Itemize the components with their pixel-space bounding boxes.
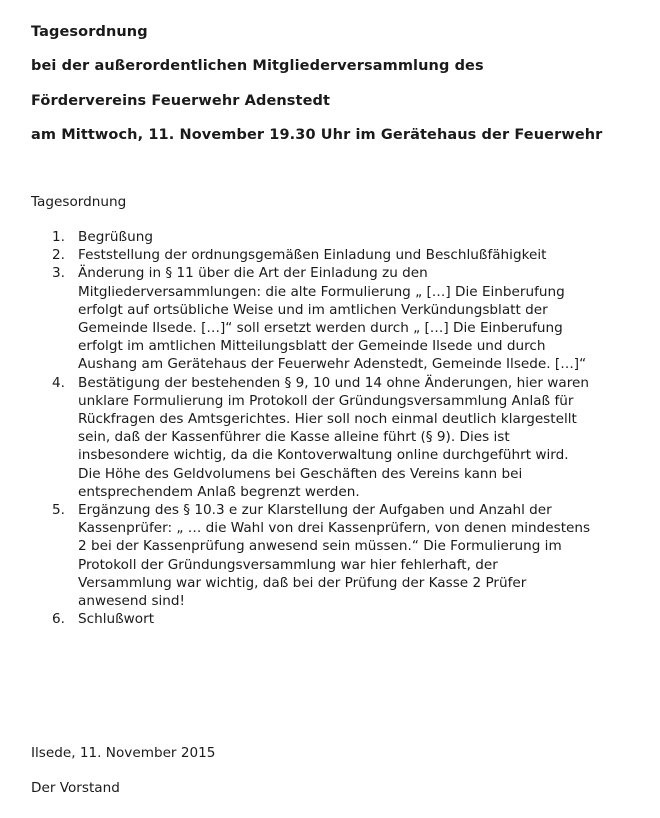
agenda-item-text-line: erfolgt im amtlichen Mitteilungsblatt der Gemeinde Ilsede und durch xyxy=(78,338,546,355)
signature: Der Vorstand xyxy=(31,780,120,796)
agenda-item-text-line: sein, daß der Kassenführer die Kasse alleine führt (§ 9). Dies ist xyxy=(78,429,510,446)
agenda-item-number: 5. xyxy=(52,502,65,519)
agenda-item-number: 6. xyxy=(52,611,65,628)
agenda-item xyxy=(48,501,648,610)
agenda-item xyxy=(48,264,648,373)
agenda-item-text-line: Aushang am Gerätehaus der Feuerwehr Adenstedt, Gemeinde Ilsede. […]“ xyxy=(78,356,587,373)
agenda-item-number: 4. xyxy=(52,374,65,391)
agenda-item-text-line: Schlußwort xyxy=(78,611,155,628)
agenda-item-number: 3. xyxy=(52,265,65,282)
agenda-item xyxy=(48,228,648,246)
doc-subtitle-meeting: bei der außerordentlichen Mitgliederversammlung des xyxy=(31,58,484,74)
agenda-item-number: 1. xyxy=(52,229,65,245)
agenda-item-text-line: Die Höhe des Geldvolumens bei Geschäften des Vereins kann bei xyxy=(78,465,523,482)
agenda-item-text-line: Versammlung war wichtig, daß bei der Prüfung der Kasse 2 Prüfer xyxy=(78,574,527,591)
place-date: Ilsede, 11. November 2015 xyxy=(31,745,216,761)
agenda-item xyxy=(48,610,648,628)
agenda-item xyxy=(48,374,648,501)
agenda-item-text-line: Änderung in § 11 über die Art der Einladung zu den xyxy=(78,265,428,282)
agenda-item-text-line: Ergänzung des § 10.3 e zur Klarstellung der Aufgaben und Anzahl der xyxy=(78,502,552,519)
agenda-item-text-line: anwesend sind! xyxy=(78,593,185,610)
agenda-item-text-line: insbesondere wichtig, da die Kontoverwaltung online durchgeführt wird. xyxy=(78,447,569,464)
agenda-item-text-line: Rückfragen des Amtsgerichtes. Hier soll noch einmal deutlich klargestellt xyxy=(78,411,577,428)
agenda-item-number: 2. xyxy=(52,247,65,264)
agenda-item-text-line: Feststellung der ordnungsgemäßen Einladung und Beschlußfähigkeit xyxy=(78,247,547,264)
agenda-item xyxy=(48,246,648,264)
doc-title: Tagesordnung xyxy=(31,24,148,40)
agenda-item-text-line: 2 bei der Kassenprüfung anwesend sein müssen.“ Die Formulierung im xyxy=(78,538,562,555)
agenda-item-text-line: Kassenprüfer: „ … die Wahl von drei Kassenprüfern, von denen mindestens xyxy=(78,520,591,537)
agenda-item-text-line: Begrüßung xyxy=(78,229,153,245)
doc-subtitle-date-place: am Mittwoch, 11. November 19.30 Uhr im Gerätehaus der Feuerwehr xyxy=(31,127,603,143)
doc-subtitle-organization: Fördervereins Feuerwehr Adenstedt xyxy=(31,93,331,109)
agenda-item-text-line: Mitgliederversammlungen: die alte Formulierung „ […] Die Einberufung xyxy=(78,283,565,300)
agenda-list xyxy=(48,228,648,628)
agenda-item-text-line: erfolgt auf ortsübliche Weise und im amtlichen Verkündungsblatt der xyxy=(78,301,548,318)
agenda-item-text-line: Gemeinde Ilsede. […]“ soll ersetzt werden durch „ […] Die Einberufung xyxy=(78,320,563,337)
agenda-item-text-line: unklare Formulierung im Protokoll der Gründungsversammlung Anlaß für xyxy=(78,392,574,409)
agenda-item-text-line: entsprechendem Anlaß begrenzt werden. xyxy=(78,483,360,500)
agenda-item-text-line: Protokoll der Gründungsversammlung war hier fehlerhaft, der xyxy=(78,556,498,573)
agenda-section-title: Tagesordnung xyxy=(31,194,127,210)
agenda-item-text-line: Bestätigung der bestehenden § 9, 10 und 14 ohne Änderungen, hier waren xyxy=(78,374,589,391)
